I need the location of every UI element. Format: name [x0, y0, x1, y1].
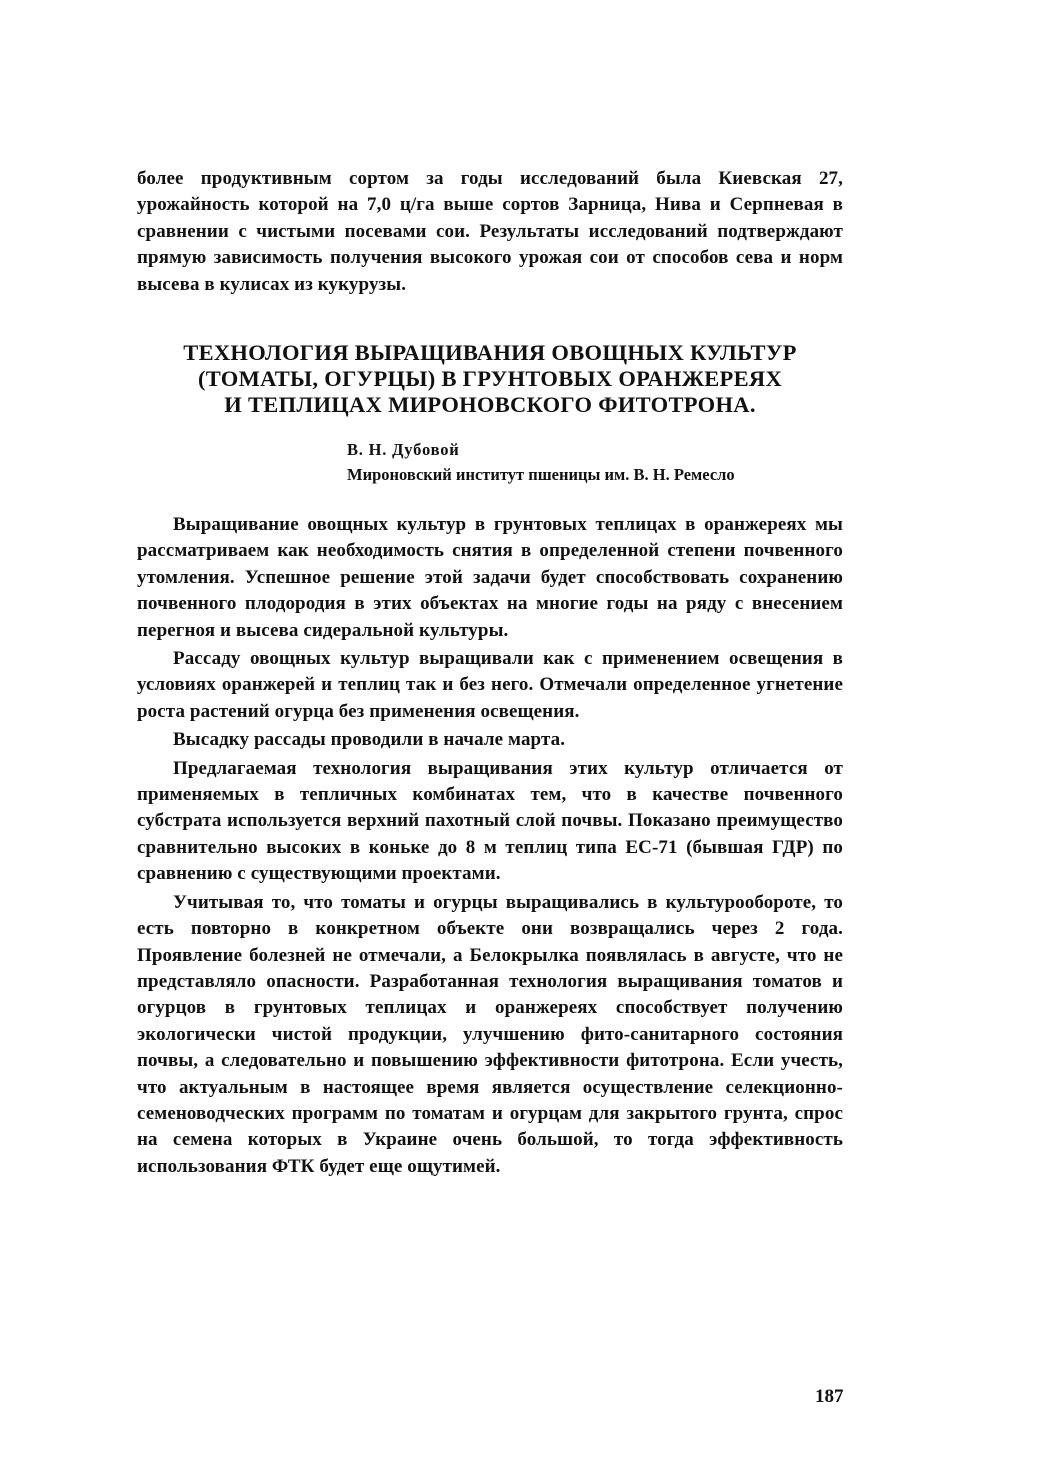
title-line-3: И ТЕПЛИЦАХ МИРОНОВСКОГО ФИТОТРОНА.: [224, 392, 756, 417]
title-line-2: (ТОМАТЫ, ОГУРЦЫ) В ГРУНТОВЫХ ОРАНЖЕРЕЯХ: [198, 366, 782, 391]
intro-paragraph: более продуктивным сортом за годы исследований была Киевская 27, урожайность которой на 7,0 ц/га выше сортов Зарница, Нива и Серпневая в сравнении с чистыми посевами сои. Результаты исследований подтверждают прямую зависимость получения высокого урожая сои от способов сева и норм высева в кулисах из кукурузы.: [137, 168, 843, 295]
page-number: 187: [815, 1386, 844, 1407]
author-name: В. Н. Дубовой: [347, 440, 460, 459]
article-title: [137, 340, 843, 418]
article-body: [137, 512, 843, 1182]
author-affiliation: Мироновский институт пшеницы им. В. Н. Ремесло: [347, 465, 735, 484]
body-paragraph-1: Выращивание овощных культур в грунтовых теплицах в оранжереях мы рассматриваем как необходимость снятия в определенной степени почвенного утомления. Успешное решение этой задачи будет способствовать сохранению почвенного плодородия в этих объектах на многие годы на ряду с внесением перегноя и высева сидеральной культуры.: [137, 514, 843, 641]
author-block: [347, 437, 847, 487]
title-line-1: ТЕХНОЛОГИЯ ВЫРАЩИВАНИЯ ОВОЩНЫХ КУЛЬТУР: [183, 340, 797, 365]
body-paragraph-5: Учитывая то, что томаты и огурцы выращивались в культурообороте, то есть повторно в конкретном объекте они возвращались через 2 года. Проявление болезней не отмечали, а Белокрылка появлялась в августе, что не представляло опасности. Разработанная технология выращивания томатов и огурцов в грунтовых теплицах и оранжереях способствует получению экологически чистой продукции, улучшению фито-санитарного состояния почвы, а следовательно и повышению эффективности фитотрона. Если учесть, что актуальным в настоящее время является осуществление селекционно-семеноводческих программ по томатам и огурцам для закрытого грунта, спрос на семена которых в Украине очень большой, то тогда эффективность использования ФТК будет еще ощутимей.: [137, 891, 843, 1177]
body-paragraph-2: Рассаду овощных культур выращивали как с применением освещения в условиях оранжерей и теплиц так и без него. Отмечали определенное угнетение роста растений огурца без применения освещения.: [137, 648, 843, 722]
body-paragraph-3: Высадку рассады проводили в начале марта.: [173, 729, 566, 751]
body-paragraph-4: Предлагаемая технология выращивания этих культур отличается от применяемых в тепличных комбинатах тем, что в качестве почвенного субстрата используется верхний пахотный слой почвы. Показано преимущество сравнительно высоких в коньке до 8 м теплиц типа ЕС-71 (бывшая ГДР) по сравнению с существующими проектами.: [137, 757, 843, 885]
